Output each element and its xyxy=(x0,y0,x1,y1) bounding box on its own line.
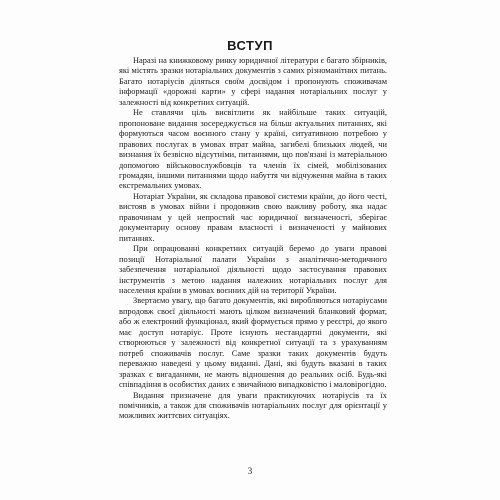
body-text xyxy=(119,56,387,422)
paragraph: Видання призначене для уваги практикуючих нотаріусів та їх помічників, а також для споживачів нотаріальних послуг для орієнтації у можливих життєвих ситуаціях. xyxy=(119,390,387,421)
paragraph: При опрацюванні конкретних ситуацій беремо до уваги правові позиції Нотаріальної палати України з аналітично-методичного забезпечення нотаріальної діяльності щодо застосування правових інструментів з метою надання належних нотаріальних послуг для населення країни в умовах воєнних дій на території України. xyxy=(119,244,387,295)
page-number: 3 xyxy=(247,466,253,476)
paragraph: Не ставлячи ціль висвітлити як найбільше таких ситуацій, пропоноване видання зосереджується на більш актуальних питаннях, які формуються часом воєнного стану у країні, ситуативною потребою у правових послугах в умовах втрат майна, загибелі близьких людей, чи визнання їх безвісно відсутніми, питаннями, що пов'язані із матеріальною допомогою військовослужбовців та членів їх сімей, мобілізованих громадян, іншими питаннями щодо набуття чи відчуження майна в таких екстремальних умовах. xyxy=(119,108,387,191)
paragraph: Нотаріат України, як складова правової системи країни, до його честі, вистояв в умовах війни і продовжив свою важливу роботу, яка надає правочинам у цей непростий час юридичної визначеності, зберігає документарну основу правам власності і визначеності у майнових питаннях. xyxy=(119,191,387,243)
paragraph: Звертаємо увагу, що багато документів, які виробляються нотаріусами впродовж своєї діяльності мають цілком визначений бланковий формат, або ж електроний функціонал, який формується прямо у реєстрі, до якого має доступ нотаріус. Проте існують нестандартні документи, які створюються у залежності від конкретної ситуації та з урахуванням потреб споживачів послуг. Саме зразки таких документів будуть переважно наведені у цьому виданні. Дані, які будуть вказані в таких зразках є вигаданими, не мають відношення до реальних осіб. Будь-які співпадіння в особистих даних є звичайною випадковістю і маловірогідно. xyxy=(119,296,387,390)
page-heading: ВСТУП xyxy=(227,38,273,53)
paragraph: Наразі на книжковому ринку юридичної літератури є багато збірників, які містять зразки нотаріальних документів з самих різноманітних питань. Багато нотаріусів діляться своїм досвідом і пропонують споживачам інформації «дорожні карти» у сфері надання нотаріальних послуг у залежності від конкретних ситуацій. xyxy=(119,56,387,107)
